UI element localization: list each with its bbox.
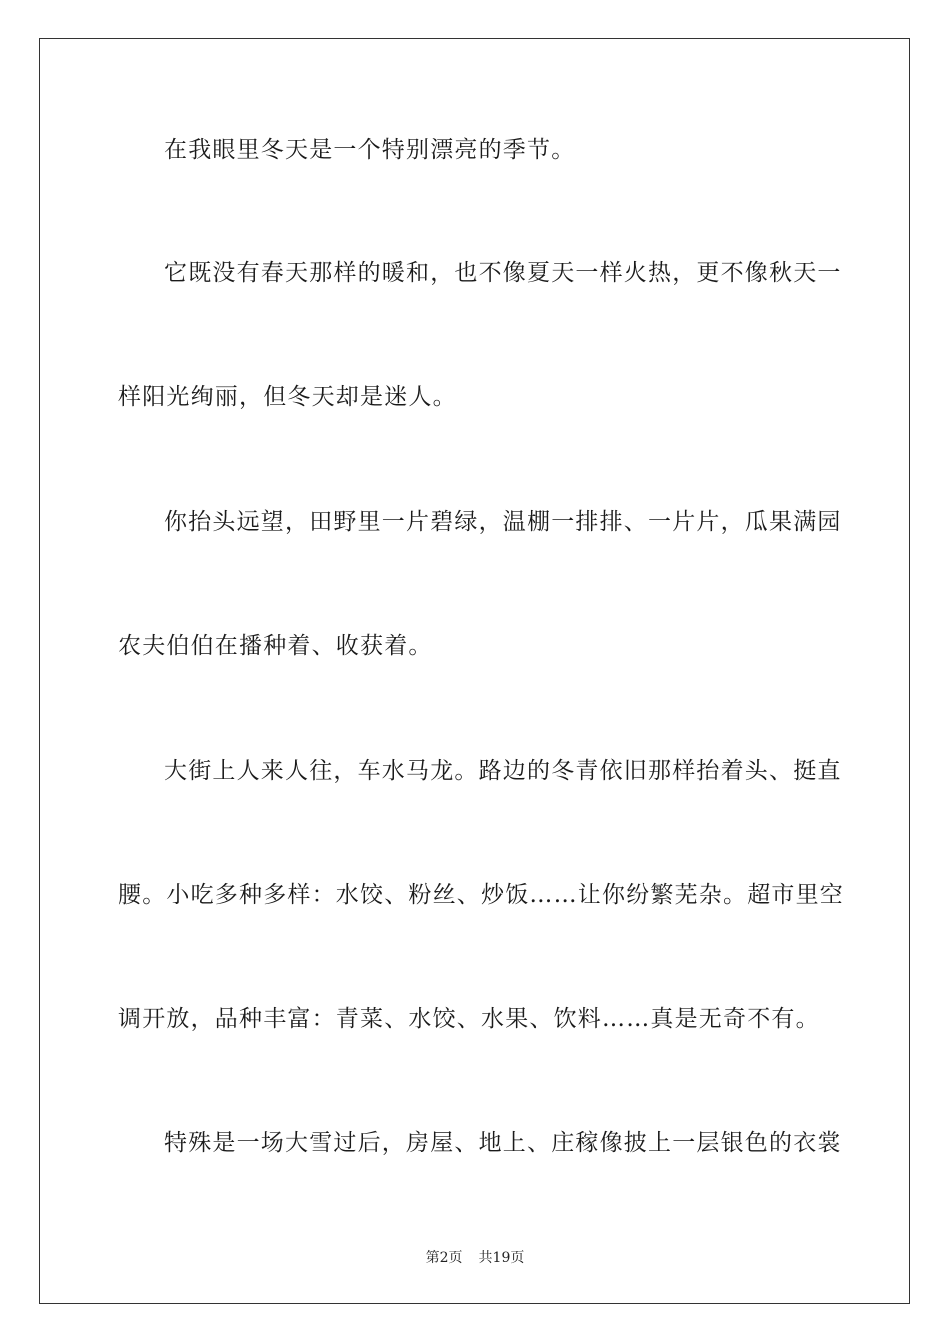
text-line-2: 它既没有春天那样的暖和，也不像夏天一样火热，更不像秋天一 <box>164 260 842 286</box>
page-border <box>39 38 910 1304</box>
page-number: 第2页 <box>425 1250 463 1266</box>
text-line-4: 你抬头远望，田野里一片碧绿，温棚一排排、一片片，瓜果满园 <box>164 509 842 535</box>
text-line-3: 样阳光绚丽，但冬天却是迷人。 <box>118 384 457 410</box>
text-line-8: 调开放，品种丰富：青菜、水饺、水果、饮料……真是无奇不有。 <box>118 1006 820 1032</box>
text-line-7: 腰。小吃多种多样：水饺、粉丝、炒饭……让你纷繁芜杂。超市里空 <box>118 882 844 908</box>
text-line-5: 农夫伯伯在播种着、收获着。 <box>118 633 433 659</box>
text-line-9: 特殊是一场大雪过后，房屋、地上、庄稼像披上一层银色的衣裳 <box>164 1130 842 1156</box>
page-footer <box>0 1247 950 1267</box>
text-line-1: 在我眼里冬天是一个特别漂亮的季节。 <box>164 137 576 163</box>
page-total: 共19页 <box>478 1250 525 1266</box>
text-line-6: 大街上人来人往，车水马龙。路边的冬青依旧那样抬着头、挺直 <box>164 758 842 784</box>
